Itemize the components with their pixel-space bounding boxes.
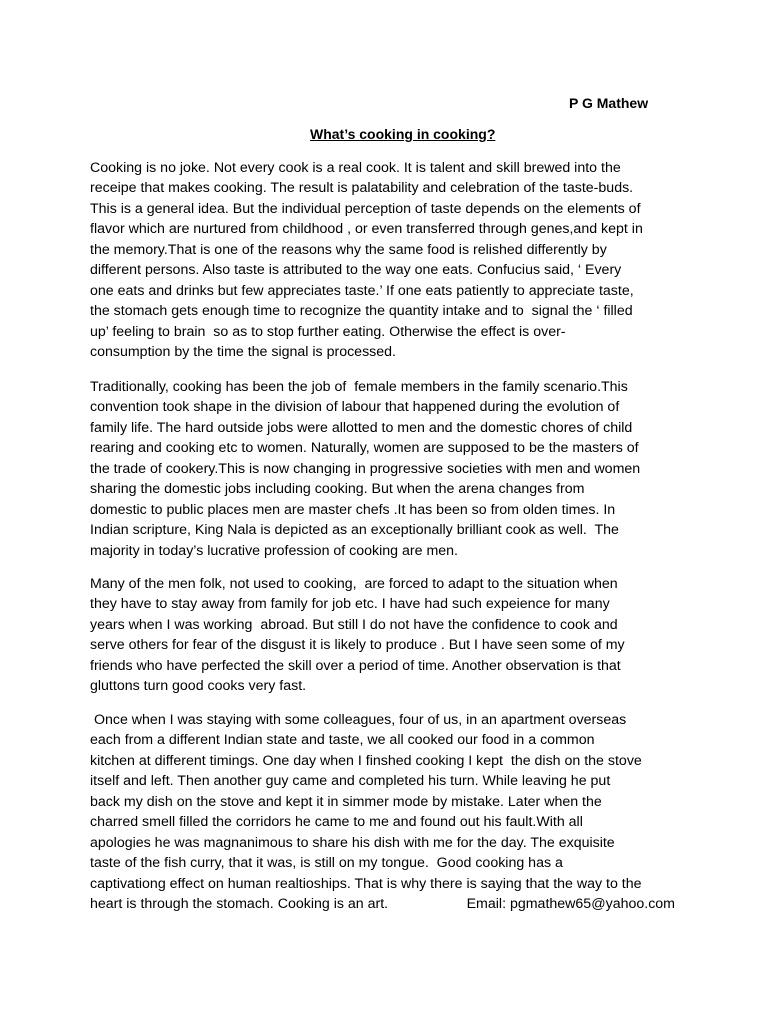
paragraph-line: sharing the domestic jobs including cooking. But when the arena changes from bbox=[90, 481, 585, 498]
paragraph-line: serve others for fear of the disgust it is likely to produce . But I have seen some of my bbox=[90, 637, 625, 654]
paragraph-line: rearing and cooking etc to women. Naturally, women are supposed to be the masters of bbox=[90, 440, 639, 457]
paragraph-line: different persons. Also taste is attributed to the way one eats. Confucius said, ‘ Every bbox=[90, 262, 622, 279]
paragraph-2 bbox=[90, 377, 690, 561]
paragraph-line: majority in today’s lucrative profession of cooking are men. bbox=[90, 542, 459, 559]
author-email: Email: pgmathew65@yahoo.com bbox=[466, 895, 675, 912]
paragraph-line: each from a different Indian state and taste, we all cooked our food in a common bbox=[90, 732, 595, 749]
paragraph-line: taste of the fish curry, that it was, is still on my tongue. Good cooking has a bbox=[90, 855, 563, 872]
paragraph-3 bbox=[90, 574, 690, 697]
paragraph-line: they have to stay away from family for job etc. I have had such expeience for many bbox=[90, 596, 610, 613]
paragraph-line: domestic to public places men are master chefs .It has been so from olden times. In bbox=[90, 501, 616, 518]
paragraph-4 bbox=[90, 710, 690, 914]
paragraph-line: years when I was working abroad. But still I do not have the confidence to cook and bbox=[90, 616, 618, 633]
paragraph-line: the memory.That is one of the reasons why the same food is relished differently by bbox=[90, 241, 607, 258]
paragraph-1 bbox=[90, 158, 690, 362]
closing-line bbox=[90, 894, 675, 914]
paragraph-line: family life. The hard outside jobs were allotted to men and the domestic chores of child bbox=[90, 419, 633, 436]
author-name: P G Mathew bbox=[569, 95, 649, 111]
paragraph-line: back my dish on the stove and kept it in simmer mode by mistake. Later when the bbox=[90, 793, 602, 810]
paragraph-line: convention took shape in the division of labour that happened during the evolution of bbox=[90, 399, 620, 416]
paragraph-line: the trade of cookery.This is now changing in progressive societies with men and women bbox=[90, 460, 641, 477]
paragraph-line: Indian scripture, King Nala is depicted as an exceptionally brilliant cook as well. The bbox=[90, 522, 619, 539]
paragraph-line: captivationg effect on human realtioships. That is why there is saying that the way to the bbox=[90, 875, 642, 892]
paragraph-line: kitchen at different timings. One day when I finshed cooking I kept the dish on the stove bbox=[90, 752, 642, 769]
paragraph-line: itself and left. Then another guy came and completed his turn. While leaving he put bbox=[90, 773, 611, 790]
closing-sentence: heart is through the stomach. Cooking is an art. bbox=[90, 895, 389, 912]
paragraph-line: apologies he was magnanimous to share his dish with me for the day. The exquisite bbox=[90, 834, 615, 851]
paragraph-line: Once when I was staying with some colleagues, four of us, in an apartment overseas bbox=[90, 712, 627, 728]
paragraph-line: This is a general idea. But the individual perception of taste depends on the elements of bbox=[90, 200, 641, 217]
paragraph-line: friends who have perfected the skill over a period of time. Another observation is that bbox=[90, 657, 621, 674]
paragraph-line: Traditionally, cooking has been the job of female members in the family scenario.This bbox=[90, 379, 628, 395]
paragraph-line: charred smell filled the corridors he came to me and found out his fault.With all bbox=[90, 814, 583, 831]
paragraph-line: receipe that makes cooking. The result is palatability and celebration of the taste-buds. bbox=[90, 180, 634, 197]
paragraph-line: up’ feeling to brain so as to stop further eating. Otherwise the effect is over- bbox=[90, 323, 566, 340]
paragraph-line: one eats and drinks but few appreciates taste.’ If one eats patiently to appreciate taste, bbox=[90, 282, 634, 299]
article-title: What’s cooking in cooking? bbox=[310, 126, 496, 142]
paragraph-line: gluttons turn good cooks very fast. bbox=[90, 678, 307, 695]
paragraph-line: Cooking is no joke. Not every cook is a real cook. It is talent and skill brewed into the bbox=[90, 160, 621, 176]
paragraph-line: Many of the men folk, not used to cooking, are forced to adapt to the situation when bbox=[90, 576, 618, 592]
paragraph-line: the stomach gets enough time to recognize the quantity intake and to signal the ‘ filled bbox=[90, 303, 633, 320]
paragraph-line: consumption by the time the signal is processed. bbox=[90, 343, 396, 360]
paragraph-line: flavor which are nurtured from childhood , or even transferred through genes,and kept in bbox=[90, 221, 643, 238]
